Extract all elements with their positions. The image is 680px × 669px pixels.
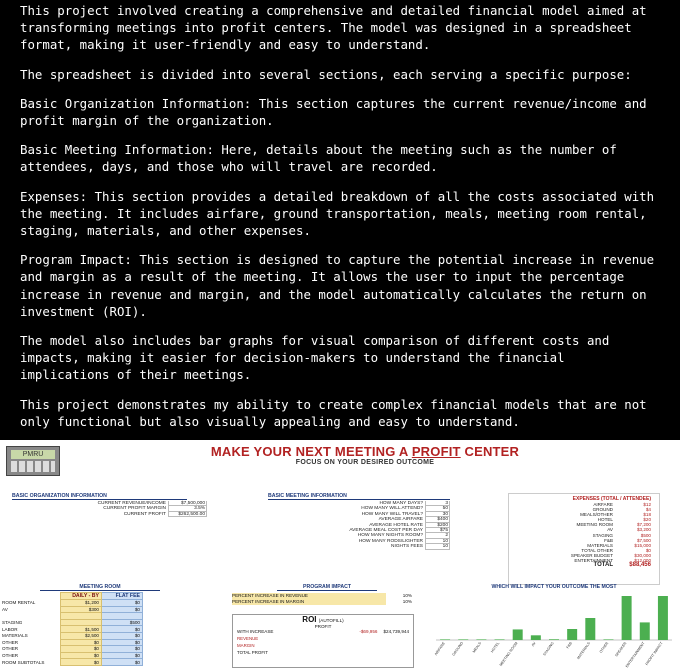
expense-label: AIRFARE: [593, 502, 613, 507]
meeting-value: 2: [425, 533, 450, 538]
description-paragraph: Program Impact: This section is designed to capture the potential increase in revenue and margin as a result of the meeting. It allows the user to input the percentage increase in revenue and margin, and the model automatically calculates the return on investment (ROI).: [20, 252, 655, 319]
meeting-value: $400: [425, 517, 450, 522]
expense-label: AV: [607, 527, 613, 533]
flat-fee-header: FLAT FEE: [102, 593, 143, 600]
expense-label: STAGING: [592, 532, 613, 538]
chart-category-label: PROFIT IMPACT: [644, 641, 664, 667]
org-row: [12, 512, 207, 517]
expense-value: $500: [640, 532, 651, 538]
chart-category-label: SPEAKER: [614, 641, 628, 658]
meeting-room-flat: $500: [102, 619, 143, 626]
expense-value: $18: [643, 512, 651, 518]
meeting-room-daily: $0: [61, 639, 102, 646]
meeting-label: HOW MANY WILL ATTEND?: [361, 506, 423, 512]
roi-box: [232, 614, 414, 668]
meeting-room-row: [0, 632, 143, 639]
meeting-room-label: MATERIALS: [2, 633, 28, 639]
chart-category-label: MEALS: [471, 641, 483, 654]
org-value: $262,500.00: [168, 512, 207, 517]
description-paragraph: The spreadsheet is divided into several sections, each serving a specific purpose:: [20, 66, 632, 82]
expense-value: $12: [643, 502, 651, 507]
meeting-room-row: [0, 626, 143, 633]
expenses-total-row: [509, 563, 659, 568]
meeting-room-row: [0, 659, 143, 666]
meeting-room-label: ROOM RENTAL: [2, 600, 36, 606]
chart-bar: [513, 629, 523, 640]
meeting-room-title: MEETING ROOM: [40, 584, 160, 591]
meeting-room-daily: [61, 613, 102, 620]
meeting-room-row: [0, 652, 143, 659]
roi-note: MARGIN: [237, 643, 255, 648]
meeting-room-label: AV: [2, 606, 8, 612]
expense-label: MEETING ROOM: [576, 522, 613, 528]
meeting-room-flat: $0: [102, 652, 143, 659]
title-pre: MAKE YOUR NEXT MEETING A: [210, 444, 412, 459]
chart-bar: [531, 635, 541, 640]
chart-bar: [658, 596, 668, 640]
meeting-label: HOW MANY WILL TRAVEL?: [361, 511, 423, 517]
meeting-label: HOW MANY RODS/LIGHTER: [358, 538, 423, 544]
expenses-panel: [508, 493, 660, 585]
chart-category-label: MEETING ROOM: [498, 641, 519, 667]
meeting-value: 30: [425, 512, 450, 517]
meeting-label: HOW MANY NIGHTS ROOM?: [357, 533, 423, 539]
chart-svg: [430, 590, 678, 668]
chart-bar: [440, 639, 450, 640]
expenses-title: EXPENSES (TOTAL / ATTENDEE): [572, 496, 651, 502]
meeting-room-label: OTHER: [2, 646, 19, 652]
meeting-value: 10: [425, 544, 450, 549]
meeting-room-flat: $0: [102, 659, 143, 666]
profit-delta: -$69,956: [359, 629, 378, 634]
meeting-room-daily: $0: [61, 659, 102, 666]
impact-chart: [430, 584, 678, 669]
org-label: CURRENT PROFIT: [123, 511, 166, 517]
meeting-value: $75: [425, 528, 450, 533]
sheet-title: [60, 444, 670, 459]
roi-note: TOTAL PROFIT: [237, 650, 268, 655]
program-impact-section: [232, 584, 422, 669]
meeting-room-row: [0, 639, 143, 646]
org-value: 3.5%: [168, 506, 207, 511]
meeting-room-flat: $0: [102, 600, 143, 607]
expense-value: $4: [645, 507, 651, 513]
chart-bar: [640, 622, 650, 640]
meeting-label: AVERAGE AIRFARE: [378, 517, 423, 523]
expense-label: TOTAL OTHER: [581, 547, 613, 553]
chart-category-label: AV: [530, 641, 537, 648]
chart-category-label: AIRFARE: [433, 641, 446, 657]
chart-category-label: ENTERTAINMENT: [624, 641, 646, 668]
expense-value: $7,500: [636, 537, 651, 543]
meeting-grid: [268, 501, 450, 550]
meeting-room-daily: $2,500: [61, 632, 102, 639]
chart-title: WHICH WILL IMPACT YOUR OUTCOME THE MOST: [491, 584, 617, 590]
org-label: CURRENT PROFIT MARGIN: [103, 506, 166, 512]
meeting-value: 10: [425, 539, 450, 544]
org-section-title: BASIC ORGANIZATION INFORMATION: [12, 493, 187, 500]
meeting-room-row: [0, 606, 143, 613]
roi-label: ROI (AUTOFILL): [302, 615, 344, 624]
impact-label: PERCENT INCREASE IN REVENUE: [232, 593, 386, 599]
expenses-total-value: $88,456: [629, 562, 651, 569]
expenses-total-label: TOTAL: [593, 562, 613, 569]
chart-category-label: HOTEL: [490, 641, 501, 654]
daily-header: DAILY - BY: [61, 593, 102, 600]
with-increase-label: WITH INCREASE: [237, 629, 274, 634]
meeting-room-flat: $0: [102, 646, 143, 653]
expense-value: $12,000: [634, 558, 651, 564]
org-label: CURRENT REVENUE/INCOME: [97, 501, 166, 506]
impact-value: 10%: [402, 593, 412, 598]
org-value: $7,500,000: [168, 501, 207, 506]
meeting-room-label: LABOR: [2, 626, 18, 632]
meeting-label: NIGHTS FEES: [391, 544, 423, 550]
meeting-room-label: OTHER: [2, 639, 19, 645]
calculator-icon: [6, 446, 60, 476]
expense-value: $0: [645, 547, 651, 553]
meeting-row: [268, 544, 450, 549]
title-profit: PROFIT: [411, 444, 461, 459]
spreadsheet-image: [0, 440, 680, 669]
chart-category-label: F&B: [565, 641, 573, 650]
org-grid: [12, 501, 207, 517]
meeting-room-header: [0, 593, 143, 600]
meeting-room-flat: $0: [102, 606, 143, 613]
description-paragraph: This project involved creating a comprehensive and detailed financial model aimed at transforming meetings into profit centers. The model was designed in a spreadsheet format, making it user-friendly and easy to understand.: [20, 3, 647, 53]
expense-value: $15,000: [634, 542, 651, 548]
chart-category-label: OTHER: [598, 641, 610, 654]
description-paragraph: This project demonstrates my ability to create complex financial models that are not only functional but also visually appealing and easy to understand.: [20, 396, 647, 429]
meeting-label: HOW MANY DAYS?: [379, 501, 423, 506]
roi-note: REVENUE: [237, 636, 259, 641]
expense-label: GROUND: [592, 507, 613, 513]
meeting-room-flat: $0: [102, 626, 143, 633]
meeting-label: AVERAGE MEAL COST PER DAY: [349, 527, 423, 533]
expense-value: $30,000: [634, 552, 651, 558]
with-increase-value: $24,739,944: [383, 629, 409, 634]
meeting-room-row: [0, 619, 143, 626]
meeting-room-label: STAGING: [2, 620, 23, 626]
chart-category-label: STAGING: [542, 641, 555, 657]
expense-label: ENTERTAINMENT: [574, 558, 613, 564]
meeting-room-daily: $0: [61, 652, 102, 659]
meeting-value: 3: [425, 501, 450, 506]
meeting-room-daily: $0: [61, 646, 102, 653]
chart-category-label: GROUND: [451, 641, 465, 657]
program-impact-title: PROGRAM IMPACT: [277, 584, 377, 591]
meeting-room-flat: [102, 613, 143, 620]
meeting-room-daily: $1,200: [61, 600, 102, 607]
description-paragraph: Basic Organization Information: This section captures the current revenue/income and profit margin of the organization.: [20, 95, 647, 129]
meeting-room-label: ROOM SUBTOTALS: [2, 659, 45, 665]
sheet-subtitle: FOCUS ON YOUR DESIRED OUTCOME: [295, 459, 435, 466]
expense-value: $20: [643, 517, 651, 523]
meeting-room-daily: $300: [61, 606, 102, 613]
meeting-room-row: [0, 613, 143, 620]
description-paragraph: Expenses: This section provides a detailed breakdown of all the costs associated with the meeting. It includes airfare, ground transportation, meals, meeting room rental, staging, materials, and other expenses.: [20, 188, 655, 239]
expense-label: F&B: [604, 537, 613, 543]
chart-bar: [458, 639, 468, 640]
meeting-section-title: BASIC MEETING INFORMATION: [268, 493, 450, 500]
meeting-value: $200: [425, 523, 450, 528]
meeting-room-section: [0, 584, 215, 669]
expense-label: MATERIALS: [587, 542, 613, 548]
chart-bar: [622, 596, 632, 640]
impact-label: PERCENT INCREASE IN MARGIN: [232, 599, 386, 605]
calculator-screen: PMRU: [11, 450, 55, 459]
chart-bar: [476, 639, 486, 640]
chart-category-label: MATERIALS: [576, 641, 592, 661]
meeting-room-table: [0, 592, 143, 666]
meeting-room-daily: [61, 619, 102, 626]
meeting-room-label: OTHER: [2, 653, 19, 659]
expense-label: MEALS/OTHER: [580, 512, 613, 518]
chart-bar: [549, 639, 559, 640]
meeting-value: 50: [425, 506, 450, 511]
expense-label: HOTEL: [597, 517, 613, 523]
calculator-keys: [11, 461, 55, 472]
meeting-room-flat: $0: [102, 639, 143, 646]
roi-profit: PROFIT: [314, 624, 332, 629]
description-paragraph: Basic Meeting Information: Here, details about the meeting such as the number of attendees, days, and those who will travel are recorded.: [20, 142, 617, 175]
expense-label: SPEAKER BUDGET: [570, 552, 613, 558]
meeting-room-flat: $0: [102, 632, 143, 639]
meeting-room-row: [0, 646, 143, 653]
chart-bar: [567, 629, 577, 640]
meeting-room-daily: $1,500: [61, 626, 102, 633]
meeting-label: AVERAGE HOTEL RATE: [369, 522, 423, 528]
expense-value: $7,200: [636, 522, 651, 528]
chart-bar: [585, 618, 595, 640]
impact-value: 10%: [402, 599, 412, 604]
roi-row: [233, 629, 413, 635]
title-post: CENTER: [460, 444, 520, 459]
meeting-room-row: [0, 600, 143, 607]
chart-bar: [495, 639, 505, 640]
impact-row: [232, 599, 412, 605]
description-paragraph: The model also includes bar graphs for visual comparison of different costs and impacts, making it easier for decision-makers to understand the financial implications of their meetings.: [20, 333, 610, 383]
meeting-room-label: [0, 613, 61, 620]
chart-bar: [603, 639, 613, 640]
expense-value: $3,200: [636, 527, 651, 533]
